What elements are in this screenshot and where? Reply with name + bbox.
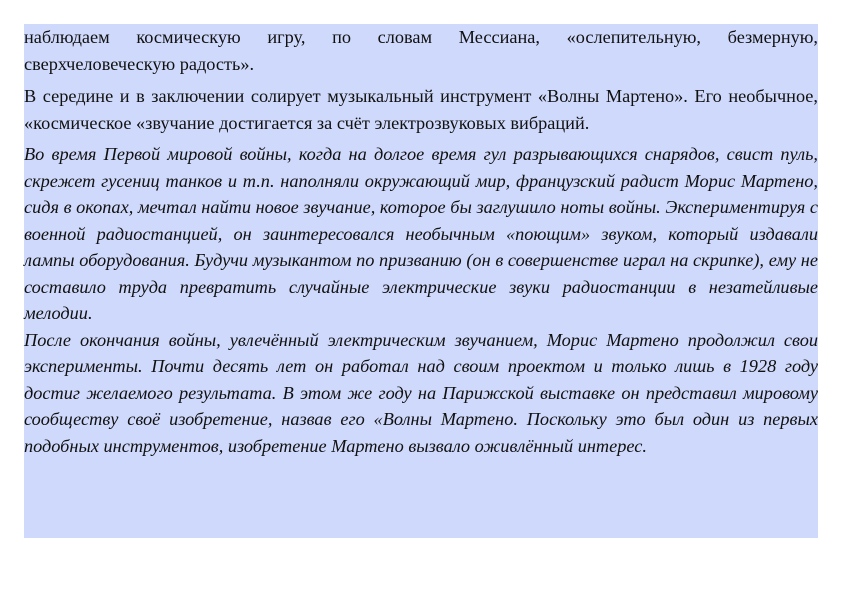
paragraph-martenot-war-history: Во время Первой мировой войны, когда на долгое время гул разрывающихся снарядов, свист пуль, скрежет гусениц танков и т.п. наполняли окружающий мир, французский радист Морис Мартено, сидя в окопах, мечтал найти новое звучание, которое бы заглушило ноты войны. Экспериментируя с военной радиостанцией, он заинтересовался необычным «поющим» звуком, который издавали лампы оборудования. Будучи музыкантом по призванию (он в совершенстве играл на скрипке), ему не составило труда превратить случайные электрические звуки радиостанции в незатейливые мелодии.	[24, 144, 818, 323]
paragraph-martenot-invention: После окончания войны, увлечённый электрическим звучанием, Морис Мартено продолжил свои эксперименты. Почти десять лет он работал над своим проектом и только лишь в 1928 году достиг желаемого результата. В этом же году на Парижской выставке он представил мировому сообществу своё изобретение, назвав его «Волны Мартено. Поскольку это был один из первых подобных инструментов, изобретение Мартено вызвало оживлённый интерес.	[24, 329, 818, 456]
paragraph-messiaen-quote: наблюдаем космическую игру, по словам Мессиана, «ослепительную, безмерную, сверхчеловеческую радость».	[24, 27, 818, 74]
paragraph-ondes-martenot-solo: В середине и в заключении солирует музыкальный инструмент «Волны Мартено». Его необычное, «космическое «звучание достигается за счёт электрозвуковых вибраций.	[24, 86, 818, 133]
text-block	[24, 24, 818, 538]
